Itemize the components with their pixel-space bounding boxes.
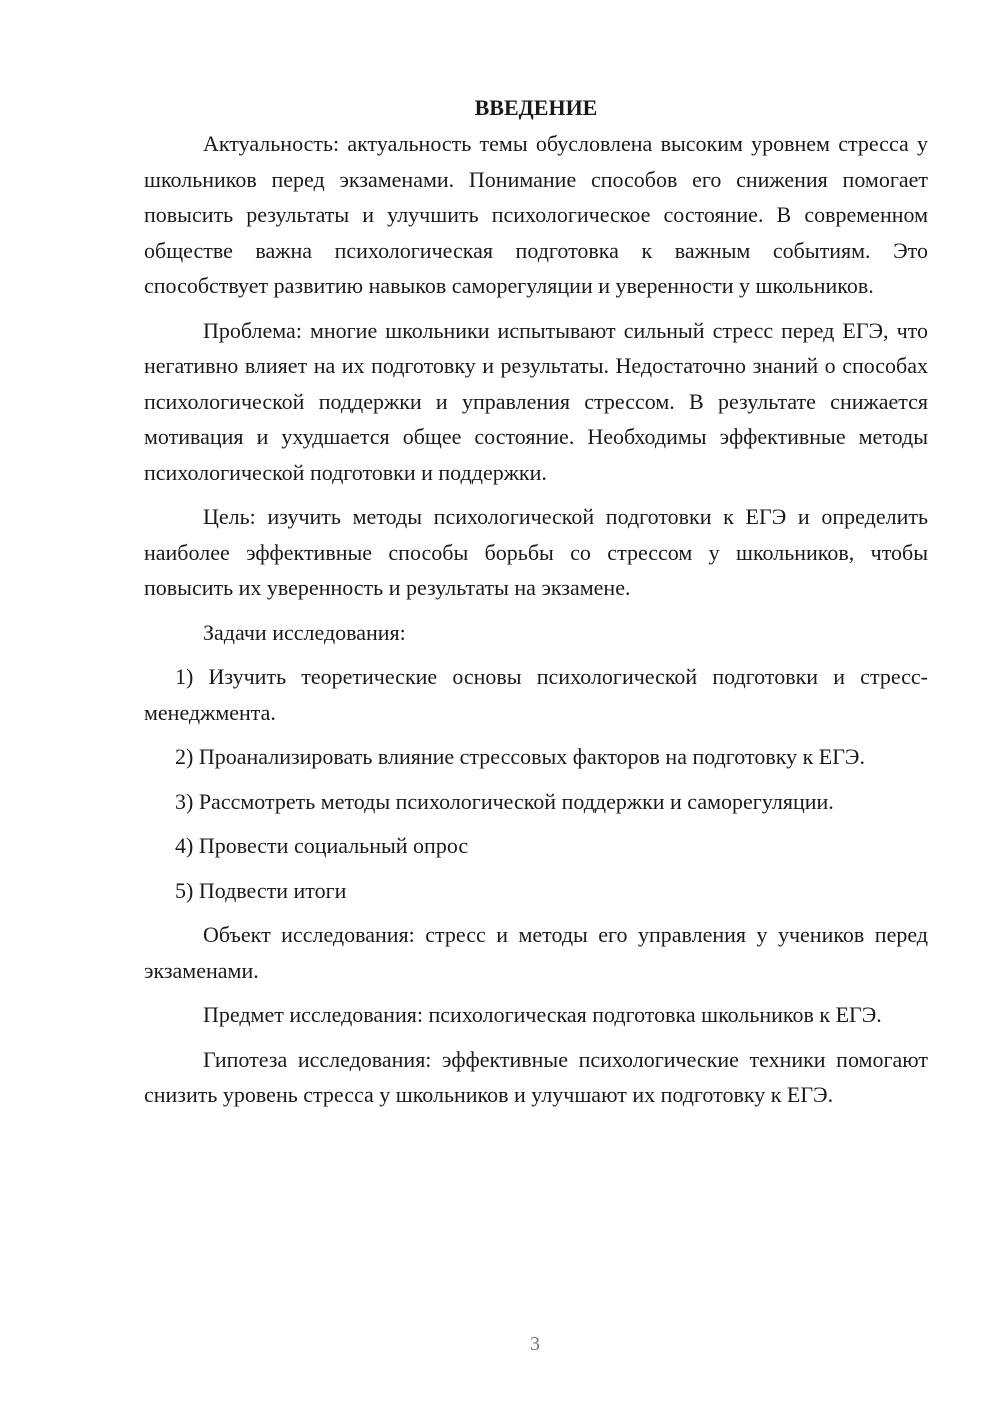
task-item-2: 2) Проанализировать влияние стрессовых факторов на подготовку к ЕГЭ. — [175, 744, 865, 769]
subject-paragraph: Предмет исследования: психологическая подготовка школьников к ЕГЭ. — [203, 1002, 882, 1027]
document-page — [144, 93, 928, 1122]
task-item-4: 4) Провести социальный опрос — [175, 833, 469, 858]
task-item-3: 3) Рассмотреть методы психологической поддержки и саморегуляции. — [175, 788, 834, 814]
goal-paragraph: Цель: изучить методы психологической подготовки к ЕГЭ и определить наиболее эффективные способы борьбы со стрессом у школьников, чтобы повысить их уверенность и результаты на экзамене. — [144, 504, 928, 600]
relevance-paragraph: Актуальность: актуальность темы обусловлена высоким уровнем стресса у школьников перед экзаменами. Понимание способов его снижения помогает повысить результаты и улучшить психологическое состояние. В современном обществе важна психологическая подготовка к важным событиям. Это способствует развитию навыков саморегуляции и уверенности у школьников. — [144, 131, 928, 298]
task-item-5: 5) Подвести итоги — [175, 877, 347, 903]
page-title: ВВЕДЕНИЕ — [474, 95, 598, 120]
hypothesis-paragraph: Гипотеза исследования: эффективные психологические техники помогают снизить уровень стресса у школьников и улучшают их подготовку к ЕГЭ. — [144, 1046, 928, 1107]
tasks-heading: Задачи исследования: — [203, 619, 406, 645]
page-number: 3 — [530, 1333, 540, 1355]
object-paragraph: Объект исследования: стресс и методы его управления у учеников перед экзаменами. — [144, 922, 928, 983]
task-item-1: 1) Изучить теоретические основы психологической подготовки и стресс-менеджмента. — [144, 664, 928, 725]
problem-paragraph: Проблема: многие школьники испытывают сильный стресс перед ЕГЭ, что негативно влияет на их подготовку и результаты. Недостаточно знаний о способах психологической поддержки и управления стрессом. В результате снижается мотивация и ухудшается общее состояние. Необходимы эффективные методы психологической подготовки и поддержки. — [144, 317, 928, 485]
